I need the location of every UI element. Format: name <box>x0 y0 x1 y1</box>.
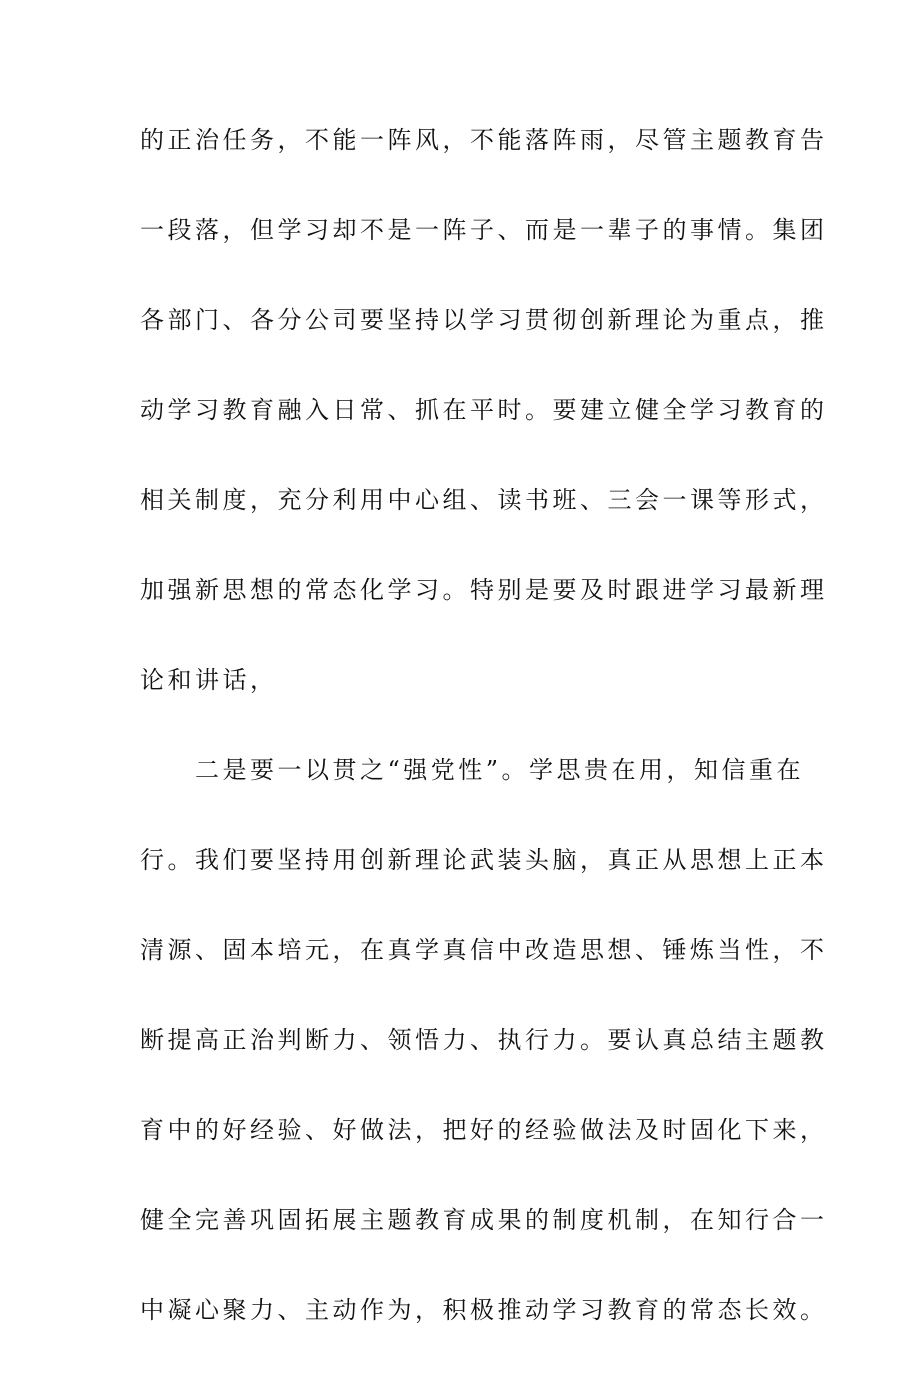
text-line: 中凝心聚力、主动作为，积极推动学习教育的常态长效。 <box>140 1296 828 1324</box>
text-line: 加强新思想的常态化学习。特别是要及时跟进学习最新理 <box>140 576 828 604</box>
text-line: 行。我们要坚持用创新理论武装头脑，真正从思想上正本 <box>140 846 828 874</box>
text-line: 相关制度，充分利用中心组、读书班、三会一课等形式， <box>140 486 828 514</box>
document-body <box>140 120 828 1380</box>
text-line: 育中的好经验、好做法，把好的经验做法及时固化下来， <box>140 1116 828 1144</box>
text-line: 健全完善巩固拓展主题教育成果的制度机制，在知行合一 <box>140 1206 828 1234</box>
text-line: 一段落，但学习却不是一阵子、而是一辈子的事情。集团 <box>140 216 828 244</box>
text-line: 的正治任务，不能一阵风，不能落阵雨，尽管主题教育告 <box>140 126 828 154</box>
text-line: 动学习教育融入日常、抓在平时。要建立健全学习教育的 <box>140 396 828 424</box>
text-line: 断提高正治判断力、领悟力、执行力。要认真总结主题教 <box>140 1026 828 1054</box>
text-line: 二是要一以贯之“强党性”。学思贵在用，知信重在 <box>140 756 805 784</box>
text-line: 各部门、各分公司要坚持以学习贯彻创新理论为重点，推 <box>140 306 828 334</box>
text-line: 论和讲话， <box>140 666 278 694</box>
text-line: 清源、固本培元，在真学真信中改造思想、锤炼当性，不 <box>140 936 828 964</box>
